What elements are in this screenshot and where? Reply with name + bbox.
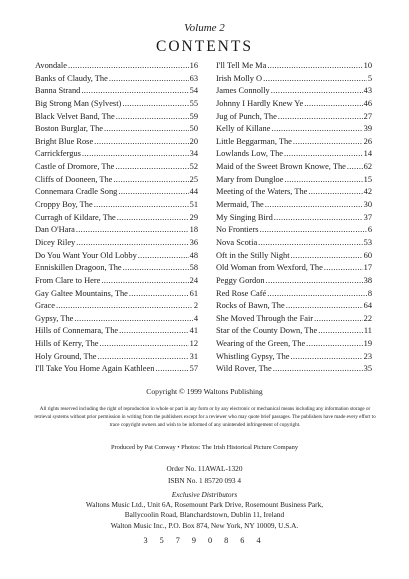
- toc-leader-dots: [291, 250, 363, 263]
- toc-entry-title: Peggy Gordon: [216, 275, 265, 285]
- toc-entry-page: 15: [363, 174, 372, 184]
- toc-entry-title: Little Beggarman, The: [216, 136, 292, 146]
- isbn-number: ISBN No. 1 85720 093 4: [168, 475, 241, 485]
- distributors-heading: Exclusive Distributors: [171, 490, 238, 499]
- toc-entry: [35, 325, 198, 338]
- toc-entry-title: Do You Want Your Old Lobby: [35, 250, 137, 260]
- toc-leader-dots: [284, 148, 363, 161]
- toc-entry: [35, 275, 198, 288]
- toc-entry: [35, 199, 198, 212]
- toc-entry: [216, 98, 372, 111]
- toc-leader-dots: [138, 250, 189, 263]
- toc-leader-dots: [76, 224, 189, 237]
- toc-entry: [216, 186, 372, 199]
- toc-entry-page: 20: [189, 136, 198, 146]
- toc-entry-page: 19: [363, 339, 372, 349]
- toc-entry: [216, 136, 372, 149]
- toc-leader-dots: [278, 111, 363, 124]
- toc-entry-page: 4: [193, 313, 198, 323]
- toc-leader-dots: [267, 60, 362, 73]
- toc-leader-dots: [101, 275, 188, 288]
- toc-leader-dots: [94, 199, 189, 212]
- toc-entry-title: I'll Tell Me Ma: [216, 61, 267, 70]
- toc-entry-title: James Connolly: [216, 86, 270, 96]
- toc-entry: [216, 288, 372, 301]
- toc-leader-dots: [116, 111, 189, 124]
- toc-entry: [35, 148, 198, 161]
- toc-leader-dots: [56, 300, 193, 313]
- toc-entry: [35, 85, 198, 98]
- toc-leader-dots: [284, 174, 362, 187]
- toc-entry-page: 10: [363, 61, 372, 70]
- toc-entry-title: Dicey Riley: [35, 237, 76, 247]
- toc-entry-title: Red Rose Café: [216, 288, 267, 298]
- toc-entry-page: 60: [363, 250, 372, 260]
- toc-entry: [216, 250, 372, 263]
- toc-entry-page: 57: [189, 364, 198, 374]
- toc-leader-dots: [260, 224, 367, 237]
- toc-leader-dots: [286, 300, 363, 313]
- toc-entry-page: 16: [189, 61, 198, 70]
- toc-entry: [35, 136, 198, 149]
- toc-leader-dots: [314, 313, 363, 326]
- toc-entry: [216, 237, 372, 250]
- toc-entry-page: 25: [189, 174, 198, 184]
- toc-entry-page: 38: [363, 275, 372, 285]
- toc-entry-title: Mary from Dungloe: [216, 174, 284, 184]
- toc-entry-title: Castle of Dromore, The: [35, 162, 115, 172]
- distributor-line: Ballycoolin Road, Blanchardstown, Dublin 11, Ireland: [124, 510, 285, 520]
- toc-leader-dots: [98, 351, 189, 364]
- toc-entry: [35, 338, 198, 351]
- toc-entry-title: Dan O'Hara: [35, 225, 75, 235]
- toc-entry-title: Meeting of the Waters, The: [216, 187, 308, 197]
- toc-entry-page: 55: [189, 98, 198, 108]
- toc-entry: [216, 313, 372, 326]
- toc-entry-title: Old Woman from Wexford, The: [216, 263, 323, 273]
- toc-entry: [35, 123, 198, 136]
- toc-entry-page: 44: [189, 187, 198, 197]
- toc-entry-title: Irish Molly O: [216, 73, 263, 83]
- toc-entry-title: Grace: [35, 301, 55, 311]
- toc-leader-dots: [104, 123, 189, 136]
- toc-entry-title: Black Velvet Band, The: [35, 111, 115, 121]
- toc-leader-dots: [115, 161, 188, 174]
- toc-entry-title: She Moved Through the Fair: [216, 313, 314, 323]
- toc-entry: [35, 363, 198, 376]
- toc-entry: [216, 148, 372, 161]
- toc-entry-page: 46: [363, 98, 372, 108]
- toc-leader-dots: [306, 338, 362, 351]
- print-run-numbers: 3 5 7 9 0 8 6 4: [143, 536, 266, 545]
- copyright-notice: Copyright © 1999 Waltons Publishing: [146, 387, 263, 396]
- toc-leader-dots: [265, 199, 363, 212]
- toc-entry-page: 50: [189, 124, 198, 134]
- toc-leader-dots: [324, 262, 363, 275]
- toc-entry-title: Wearing of the Green, The: [216, 339, 306, 349]
- toc-entry-page: 53: [363, 237, 372, 247]
- toc-entry: [35, 60, 198, 73]
- toc-entry-page: 39: [363, 124, 372, 134]
- toc-leader-dots: [74, 313, 192, 326]
- toc-leader-dots: [271, 123, 362, 136]
- toc-leader-dots: [318, 325, 363, 338]
- toc-leader-dots: [258, 237, 362, 250]
- toc-entry-page: 30: [363, 200, 372, 210]
- toc-leader-dots: [273, 363, 363, 376]
- toc-entry-page: 5: [367, 73, 372, 83]
- toc-entry-page: 2: [193, 301, 198, 311]
- toc-entry-title: Banks of Claudy, The: [35, 73, 108, 83]
- toc-entry: [216, 224, 372, 237]
- toc-leader-dots: [347, 161, 363, 174]
- toc-entry: [35, 262, 198, 275]
- toc-entry: [35, 73, 198, 86]
- toc-leader-dots: [308, 186, 362, 199]
- toc-entry: [35, 313, 198, 326]
- toc-entry: [216, 111, 372, 124]
- page-title: CONTENTS: [156, 38, 253, 55]
- toc-leader-dots: [293, 136, 363, 149]
- volume-label: Volume 2: [184, 22, 225, 34]
- toc-entry-title: I'll Take You Home Again Kathleen: [35, 364, 155, 374]
- toc-entry-page: 43: [363, 86, 372, 96]
- toc-entry: [35, 250, 198, 263]
- toc-left-column: [35, 60, 198, 376]
- toc-entry-title: Bright Blue Rose: [35, 136, 94, 146]
- toc-entry-title: Star of the County Down, The: [216, 326, 318, 336]
- toc-entry-page: 54: [189, 86, 198, 96]
- toc-leader-dots: [113, 174, 188, 187]
- toc-entry-page: 62: [363, 162, 372, 172]
- toc-leader-dots: [274, 212, 363, 225]
- toc-entry: [216, 212, 372, 225]
- toc-entry-page: 23: [363, 351, 372, 361]
- toc-entry-title: Oft in the Stilly Night: [216, 250, 290, 260]
- toc-entry-page: 37: [363, 212, 372, 222]
- toc-entry-title: Whistling Gypsy, The: [216, 351, 290, 361]
- toc-entry-title: Enniskillen Dragoon, The: [35, 263, 122, 273]
- toc-entry-page: 35: [363, 364, 372, 374]
- toc-leader-dots: [271, 85, 363, 98]
- toc-entry: [216, 60, 372, 73]
- toc-entry-title: Hills of Connemara, The: [35, 326, 119, 336]
- distributor-line: Waltons Music Ltd., Unit 6A, Rosemount Park Drive, Rosemount Business Park,: [85, 500, 324, 509]
- toc-entry-title: Curragh of Kildare, The: [35, 212, 116, 222]
- toc-leader-dots: [291, 351, 363, 364]
- toc-entry-title: Big Strong Man (Sylvest): [35, 98, 122, 108]
- rights-statement: All rights reserved including the right of reproduction in whole or part in any form or by any electronic or mechanical means including any information storage or retrieval systems without prior permission in writing from the publishers except for a reviewer who may quote brief passages. The publishers have made every effort to trace copyright owners and wish to be informed of any unintended infringement of copyright.: [34, 406, 376, 429]
- toc-entry-page: 51: [189, 200, 198, 210]
- toc-entry-title: Maid of the Sweet Brown Knowe, The: [216, 162, 346, 172]
- toc-entry-page: 26: [363, 136, 372, 146]
- distributors-list: [0, 500, 409, 531]
- toc-entry: [216, 262, 372, 275]
- toc-entry-title: Holy Ground, The: [35, 351, 97, 361]
- toc-leader-dots: [266, 275, 363, 288]
- toc-leader-dots: [129, 288, 189, 301]
- toc-entry: [35, 174, 198, 187]
- toc-entry: [35, 186, 198, 199]
- toc-entry-page: 18: [189, 225, 198, 235]
- toc-entry: [35, 111, 198, 124]
- toc-entry: [216, 174, 372, 187]
- toc-entry: [216, 85, 372, 98]
- toc-entry-page: 48: [189, 250, 198, 260]
- toc-leader-dots: [263, 73, 367, 86]
- toc-leader-dots: [118, 186, 188, 199]
- toc-leader-dots: [100, 338, 189, 351]
- distributor-line: Walton Music Inc., P.O. Box 874, New York, NY 10009, U.S.A.: [110, 520, 299, 530]
- toc-entry: [216, 123, 372, 136]
- toc-entry: [35, 237, 198, 250]
- toc-entry-page: 34: [189, 149, 198, 159]
- toc-entry-title: Nova Scotia: [216, 237, 258, 247]
- toc-entry-title: Gay Galtee Mountains, The: [35, 288, 128, 298]
- toc-entry: [216, 351, 372, 364]
- toc-leader-dots: [76, 237, 188, 250]
- toc-entry-title: Wild Rover, The: [216, 364, 272, 374]
- toc-leader-dots: [267, 288, 367, 301]
- toc-leader-dots: [155, 363, 188, 376]
- toc-entry-title: Gypsy, The: [35, 313, 74, 323]
- toc-leader-dots: [123, 262, 189, 275]
- toc-entry: [216, 73, 372, 86]
- toc-entry-page: 17: [363, 263, 372, 273]
- toc-entry: [35, 98, 198, 111]
- toc-entry-title: Croppy Boy, The: [35, 200, 93, 210]
- toc-entry-page: 22: [363, 313, 372, 323]
- toc-entry: [35, 300, 198, 313]
- toc-leader-dots: [68, 60, 189, 73]
- toc-entry-title: Kelly of Killane: [216, 124, 271, 134]
- toc-entry-page: 8: [367, 288, 372, 298]
- toc-entry-title: Rocks of Bawn, The: [216, 301, 285, 311]
- toc-entry-title: Hills of Kerry, The: [35, 339, 99, 349]
- toc-leader-dots: [122, 98, 188, 111]
- toc-entry-page: 12: [189, 339, 198, 349]
- toc-entry-page: 6: [367, 225, 372, 235]
- toc-entry: [216, 363, 372, 376]
- toc-entry-title: Connemara Cradle Song: [35, 187, 118, 197]
- toc-leader-dots: [119, 325, 189, 338]
- toc-entry-title: Cliffs of Dooneen, The: [35, 174, 113, 184]
- toc-leader-dots: [304, 98, 362, 111]
- toc-entry-page: 31: [189, 351, 198, 361]
- toc-right-column: [216, 60, 372, 376]
- toc-entry-page: 58: [189, 263, 198, 273]
- toc-entry: [35, 351, 198, 364]
- toc-entry-title: Mermaid, The: [216, 200, 264, 210]
- toc-leader-dots: [94, 136, 188, 149]
- toc-entry-page: 61: [189, 288, 198, 298]
- toc-entry-page: 14: [363, 149, 372, 159]
- toc-entry: [216, 161, 372, 174]
- toc-entry-title: Avondale: [35, 61, 67, 70]
- toc-entry: [216, 325, 372, 338]
- toc-entry: [35, 288, 198, 301]
- toc-entry-title: Jug of Punch, The: [216, 111, 277, 121]
- toc-entry: [216, 199, 372, 212]
- order-info: [0, 463, 409, 486]
- toc-leader-dots: [82, 148, 189, 161]
- production-credits: Produced by Pat Conway • Photos: The Irish Historical Picture Company: [110, 444, 299, 451]
- toc-entry-page: 41: [189, 326, 198, 336]
- toc-leader-dots: [117, 212, 189, 225]
- toc-entry-page: 52: [189, 162, 198, 172]
- toc-entry-title: Carrickfergus: [35, 149, 81, 159]
- toc-entry-title: Banna Strand: [35, 86, 81, 96]
- order-number: Order No. 11AWAL-1320: [166, 464, 243, 473]
- toc-entry: [35, 161, 198, 174]
- toc-entry-page: 42: [363, 187, 372, 197]
- toc-entry-title: From Clare to Here: [35, 275, 101, 285]
- toc-entry-title: No Frontiers: [216, 225, 259, 235]
- toc-entry-title: My Singing Bird: [216, 212, 273, 222]
- toc-entry-page: 64: [363, 301, 372, 311]
- toc-entry-page: 29: [189, 212, 198, 222]
- toc-leader-dots: [81, 85, 188, 98]
- toc-entry-page: 59: [189, 111, 198, 121]
- toc-entry-page: 24: [189, 275, 198, 285]
- toc-entry: [216, 338, 372, 351]
- toc-entry: [216, 300, 372, 313]
- toc-entry-page: 27: [363, 111, 372, 121]
- toc-entry-title: Boston Burglar, The: [35, 124, 103, 134]
- toc-entry: [216, 275, 372, 288]
- toc-entry-title: Johnny I Hardly Knew Ye: [216, 98, 304, 108]
- toc-entry: [35, 224, 198, 237]
- toc-entry-page: 63: [189, 73, 198, 83]
- toc-leader-dots: [109, 73, 189, 86]
- toc-entry: [35, 212, 198, 225]
- toc-entry-page: 11: [363, 326, 372, 336]
- toc-entry-title: Lowlands Low, The: [216, 149, 283, 159]
- toc-entry-page: 36: [189, 237, 198, 247]
